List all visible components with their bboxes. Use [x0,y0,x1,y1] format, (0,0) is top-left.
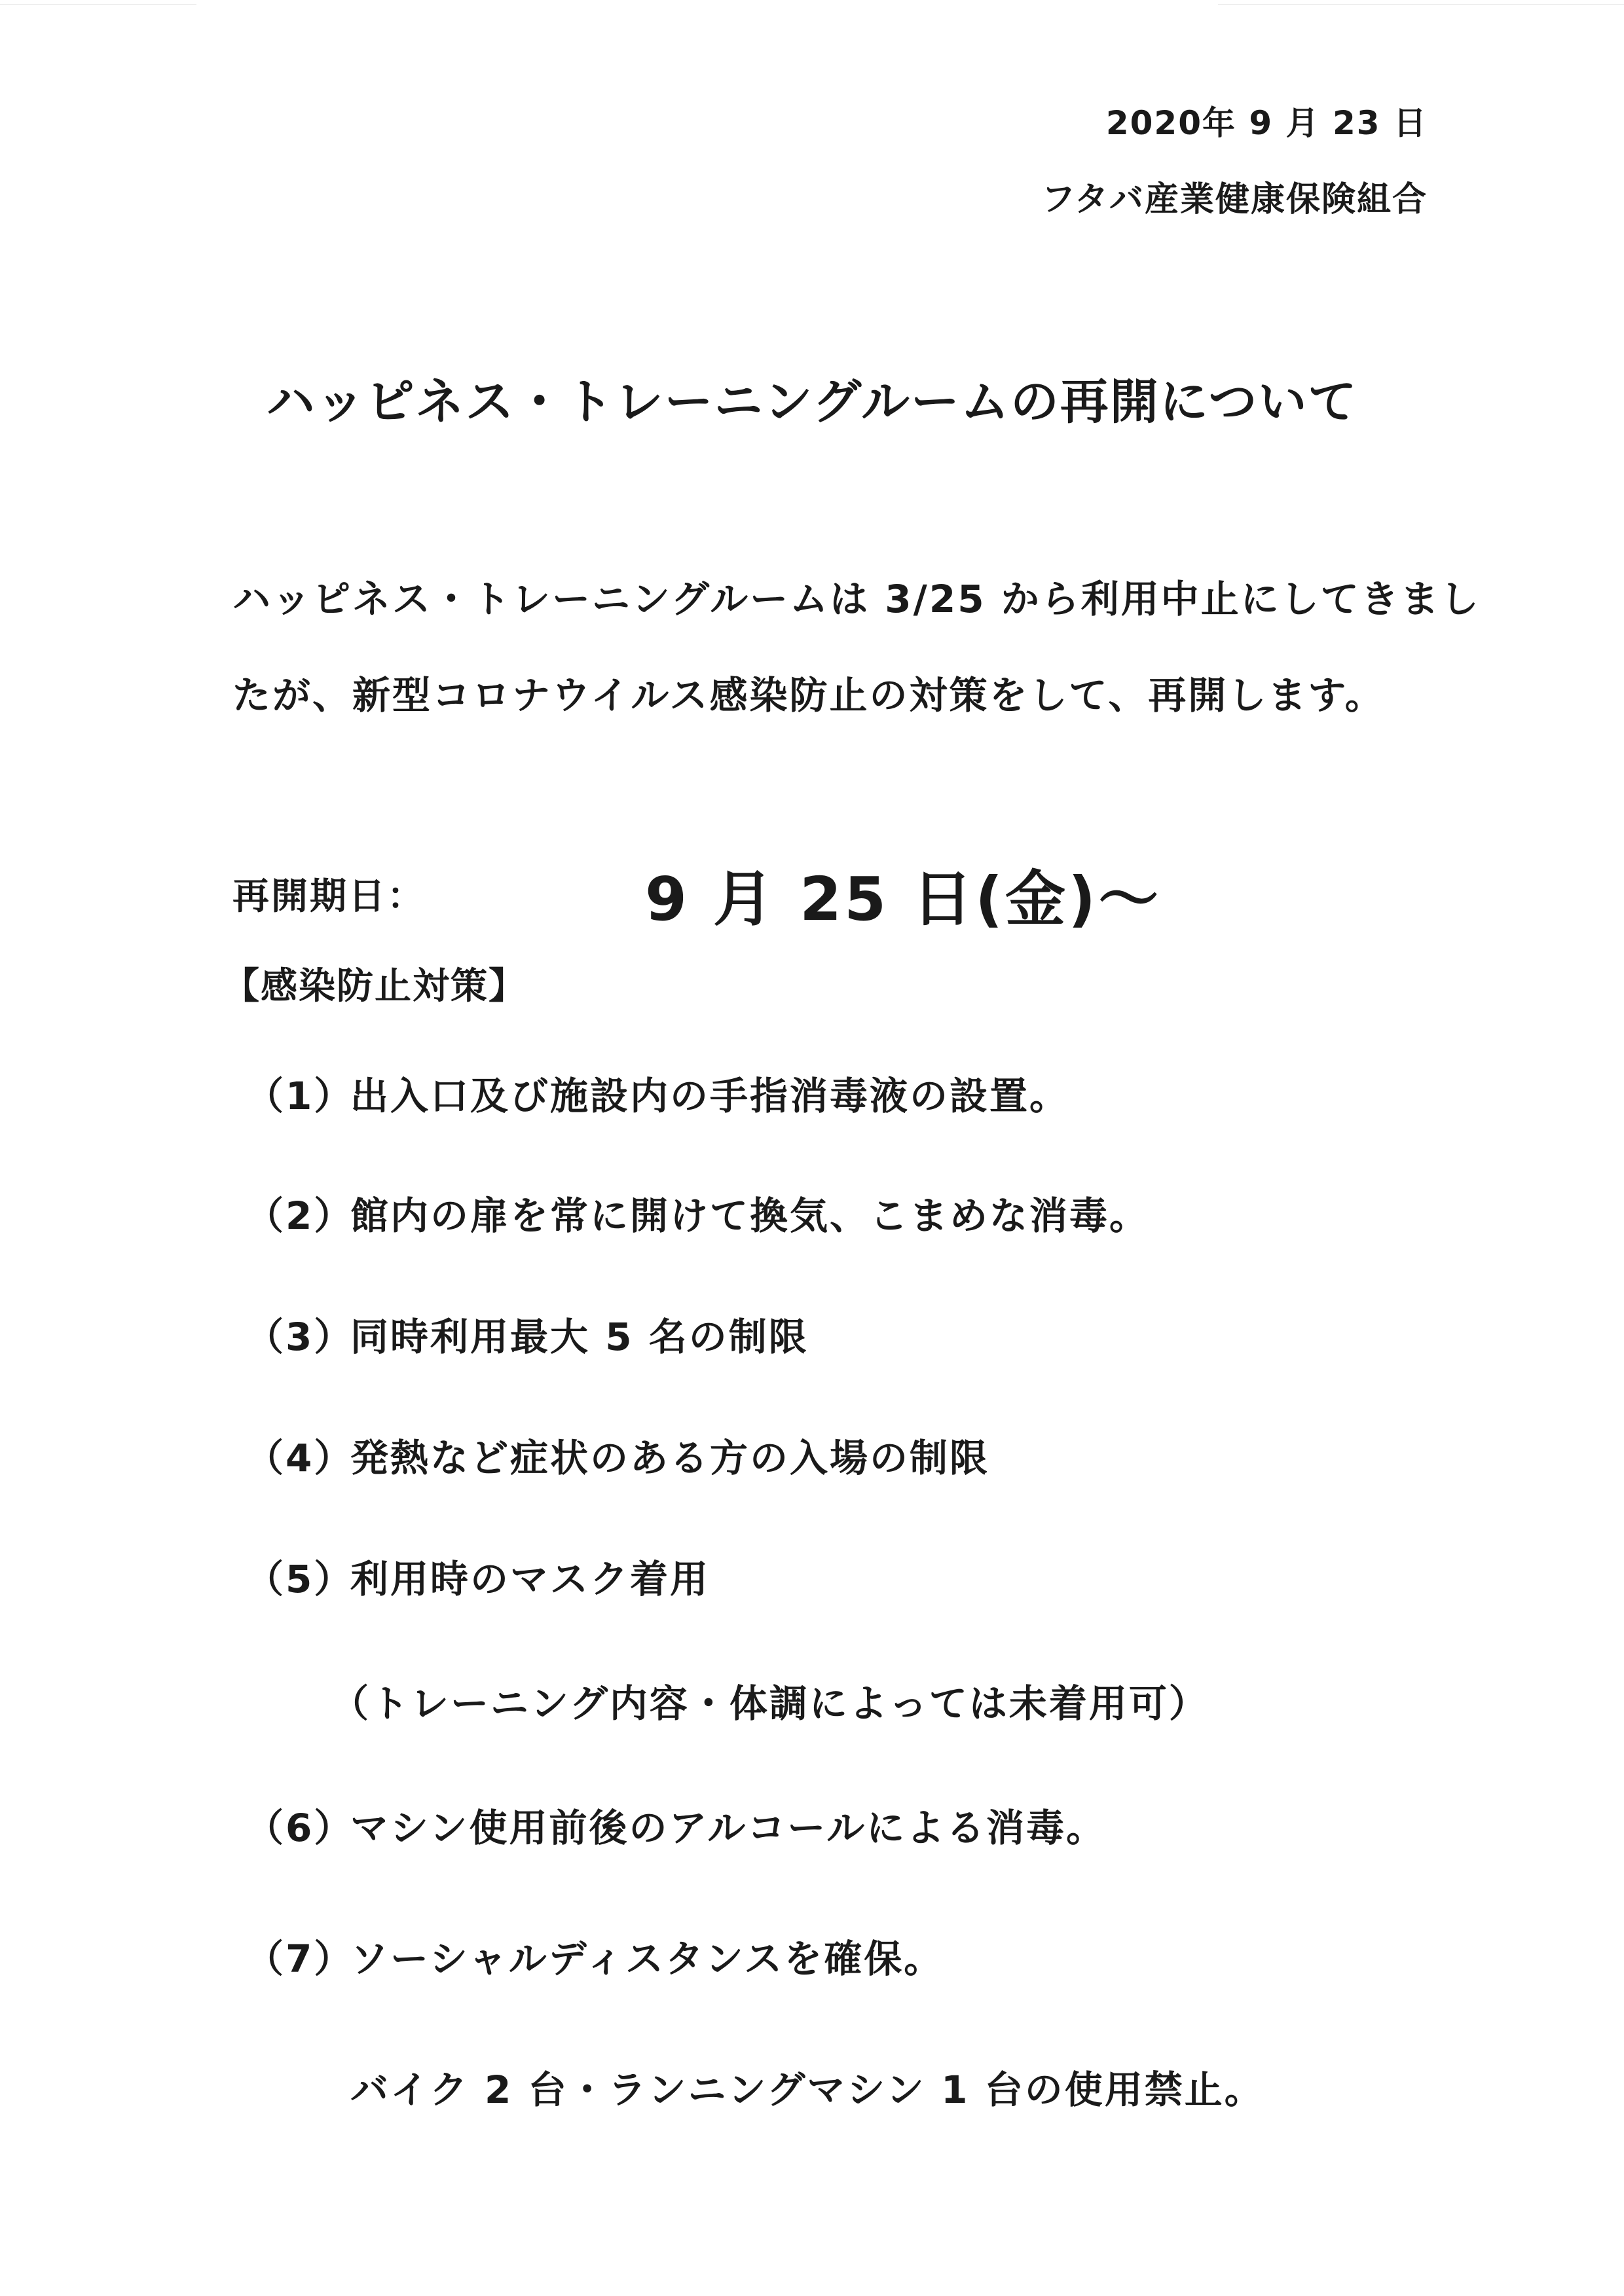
measure-text: ソーシャルディスタンスを確保。 [350,1937,944,1981]
measure-item-5-note: （トレーニング内容・体調によっては未着用可） [331,1681,1209,1726]
measure-item-4 [246,1427,989,1482]
scan-edge-mark [0,4,196,5]
intro-paragraph-line-1: ハッピネス・トレーニングルームは 3/25 から利用中止にしてきまし [232,577,1481,621]
measure-number: （1） [246,1074,354,1118]
document-title: ハッピネス・トレーニングルームの再開について [266,374,1358,430]
measure-item-1 [246,1065,1069,1120]
issuing-organization: フタバ産業健康保険組合 [1041,180,1428,219]
reopen-date-value: 9 月 25 日(金)～ [645,864,1162,934]
scan-edge-mark [1218,4,1624,5]
measure-number: （7） [246,1937,354,1981]
measure-number: （2） [246,1194,354,1238]
measure-item-7-note: バイク 2 台・ランニングマシン 1 台の使用禁止。 [350,2068,1264,2112]
measure-number: （5） [246,1557,354,1601]
measure-text: 同時利用最大 5 名の制限 [350,1315,809,1359]
document-date: 2020年 9 月 23 日 [1105,104,1428,142]
measure-text: 館内の扉を常に開けて換気、こまめな消毒。 [350,1194,1150,1238]
measure-text: マシン使用前後のアルコールによる消毒。 [350,1806,1107,1850]
measure-item-6 [246,1797,1106,1852]
intro-paragraph-line-2: たが、新型コロナウイルス感染防止の対策をして、再開します。 [232,673,1385,718]
measure-item-3 [246,1306,809,1361]
measure-item-2 [246,1185,1149,1240]
measure-number: （4） [246,1436,354,1480]
reopen-date-label: 再開期日： [232,875,426,918]
measure-item-5 [246,1548,710,1603]
measure-number: （3） [246,1315,354,1359]
measure-item-7 [246,1928,944,1983]
measure-number: （6） [246,1806,354,1850]
measure-text: 利用時のマスク着用 [350,1557,710,1601]
measure-text: 発熱など症状のある方の入場の制限 [350,1436,990,1480]
measures-heading: 【感染防止対策】 [223,965,526,1008]
measure-text: 出入口及び施設内の手指消毒液の設置。 [350,1074,1070,1118]
